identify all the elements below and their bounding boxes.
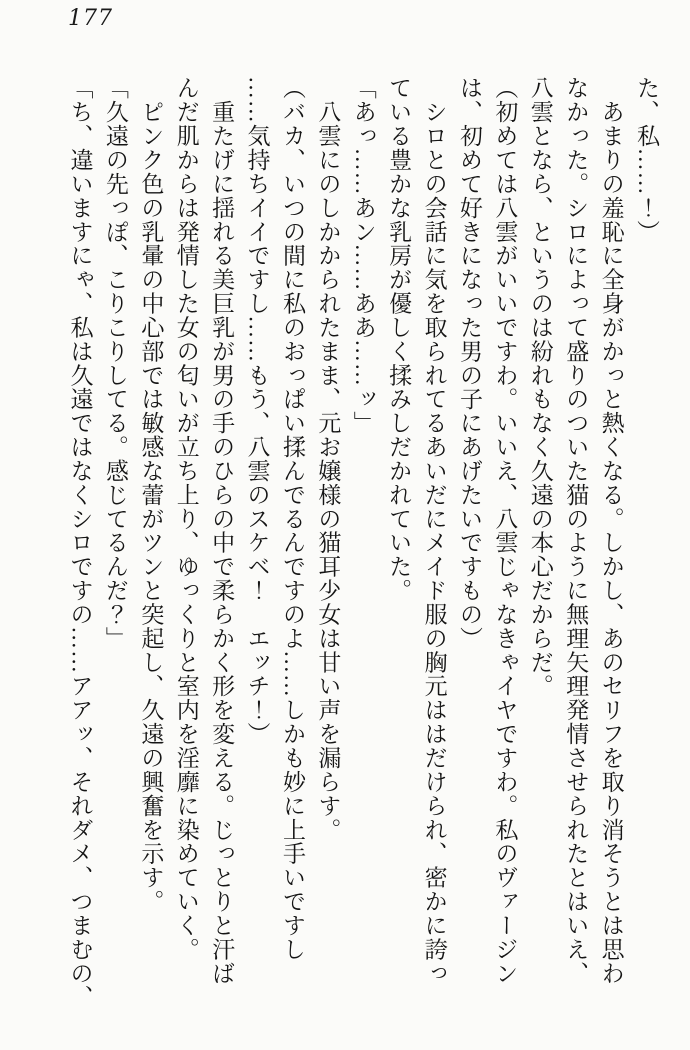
text-line: た、私……！）: [634, 76, 659, 244]
text-line: は、初めて好きになった男の子にあげたいですもの）: [456, 76, 482, 651]
text-line: んだ肌からは発情した女の匂いが立ち上り、ゆっくりと室内を淫靡に染めていく。: [173, 76, 199, 962]
text-line: ている豊かな乳房が優しく揉みしだかれていた。: [386, 76, 412, 603]
text-line: 八雲にのしかかられたまま、元お嬢様の猫耳少女は甘い声を漏らす。: [315, 76, 341, 842]
page-number: 177: [68, 6, 113, 31]
text-line: ピンク色の乳暈の中心部では敏感な蕾がツンと突起し、久遠の興奮を示す。: [138, 76, 164, 914]
text-line: （初めては八雲がいいですわ。いいえ、八雲じゃなきゃイヤですわ。私のヴァージン: [492, 76, 518, 985]
text-line: あまりの羞恥に全身がかっと熱くなる。しかし、あのセリフを取り消そうとは思わ: [598, 76, 624, 985]
text-line: ……気持ちイイですし……もう、八雲のスケベ！ エッチ！）: [244, 76, 270, 746]
text-line: （バカ、いつの間に私のおっぱい揉んでるんですのよ……しかも妙に上手いですし: [279, 76, 305, 962]
text-block: [62, 76, 664, 1036]
text-line: 「あっ……あン……ああ……ッ」: [350, 76, 376, 435]
text-line: 八雲となら、というのは紛れもなく久遠の本心だからだ。: [527, 76, 553, 698]
text-line: 重たげに揺れる美巨乳が男の手のひらの中で柔らかく形を変える。じっとりと汗ば: [209, 76, 235, 985]
text-line: 「ち、違いますにゃ、私は久遠ではなくシロですの……アアッ、それダメ、つまむの、: [67, 76, 93, 1009]
text-line: シロとの会話に気を取られてるあいだにメイド服の胸元ははだけられ、密かに誇っ: [421, 76, 447, 985]
text-line: なかった。シロによって盛りのついた猫のように無理矢理発情させられたとはいえ、: [563, 76, 589, 985]
text-line: 「久遠の先っぽ、こりこりしてる。感じてるんだ？」: [102, 76, 128, 651]
